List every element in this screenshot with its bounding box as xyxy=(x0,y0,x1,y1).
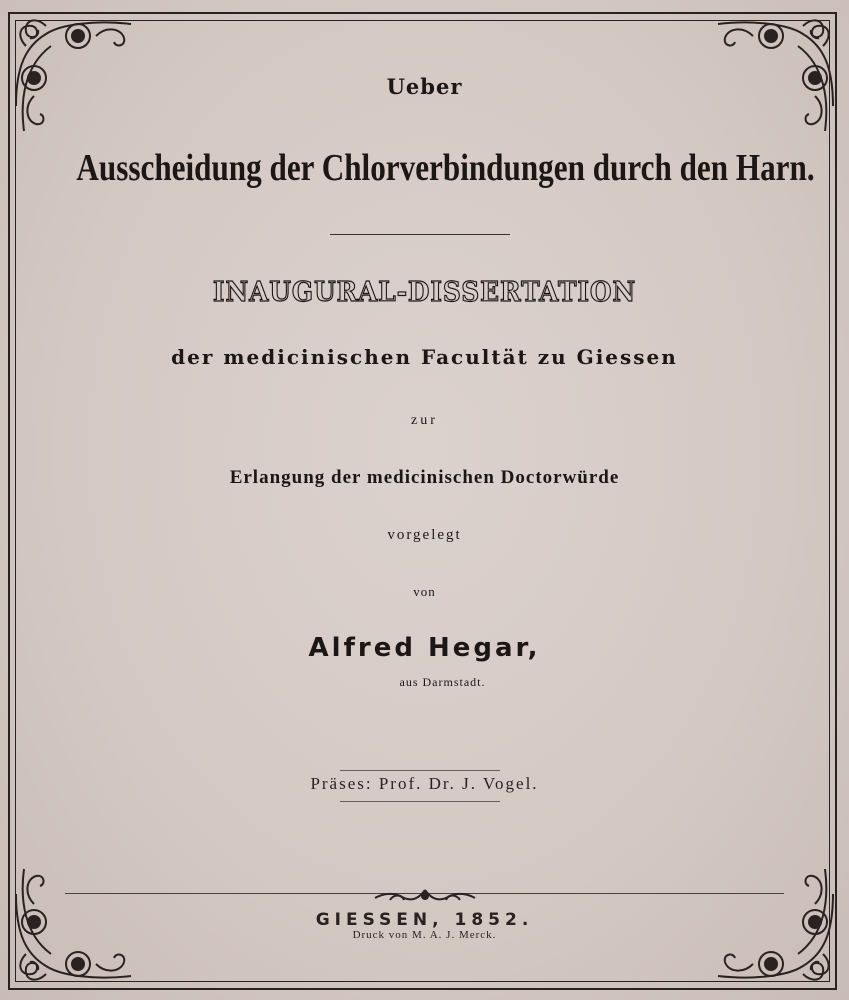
imprint-place-year: GIESSEN, 1852. xyxy=(315,910,534,930)
purpose-line: Erlangung der medicinischen Doctorwürde xyxy=(229,467,620,488)
zur-line: zur xyxy=(411,413,438,428)
von-line: von xyxy=(413,584,436,599)
page-title: Ausscheidung der Chlorverbindungen durch den Harn. xyxy=(76,147,815,189)
corner-flourish-icon xyxy=(713,6,843,136)
faculty-line: der medicinischen Facultät zu Giessen xyxy=(171,345,678,369)
dissertation-heading: INAUGURAL-DISSERTATION xyxy=(212,277,637,308)
imprint-printer: Druck von M. A. J. Merck. xyxy=(352,929,497,941)
praeses-line: Präses: Prof. Dr. J. Vogel. xyxy=(310,774,539,793)
title-prefix: Ueber xyxy=(386,74,463,99)
divider xyxy=(340,801,500,802)
author-origin: aus Darmstadt. xyxy=(399,675,486,689)
corner-flourish-icon xyxy=(6,6,136,136)
author-name: Alfred Hegar, xyxy=(308,633,541,663)
center-ornament-icon xyxy=(370,886,480,906)
vorgelegt-line: vorgelegt xyxy=(387,527,462,543)
divider xyxy=(340,770,500,771)
divider xyxy=(330,234,510,235)
